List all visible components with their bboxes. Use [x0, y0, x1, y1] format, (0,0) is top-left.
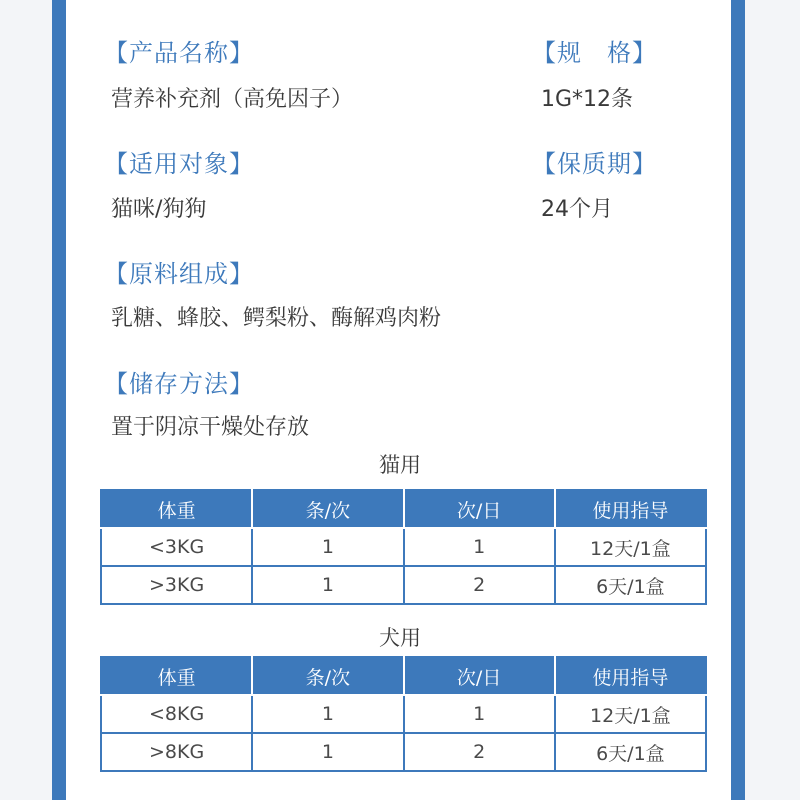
cell-times: 2 — [404, 733, 555, 771]
cell-strips: 1 — [252, 695, 403, 733]
cell-weight: <8KG — [101, 695, 252, 733]
cell-strips: 1 — [252, 566, 403, 604]
product-name-value: 营养补充剂（高免因子） — [111, 87, 354, 112]
header-times-per-day: 次/日 — [404, 657, 555, 695]
ingredients-value: 乳糖、蜂胶、鳄梨粉、酶解鸡肉粉 — [111, 306, 442, 331]
spec-value: 1G*12条 — [541, 87, 634, 112]
dog-table-title: 犬用 — [379, 626, 421, 650]
header-weight: 体重 — [101, 490, 252, 528]
header-usage-guide: 使用指导 — [555, 490, 706, 528]
product-name-label: 【产品名称】 — [104, 39, 254, 67]
target-label: 【适用对象】 — [104, 150, 254, 178]
dog-dosage-table — [100, 656, 707, 772]
cell-guide: 6天/1盒 — [555, 733, 706, 771]
cell-times: 1 — [404, 695, 555, 733]
cell-strips: 1 — [252, 733, 403, 771]
storage-label: 【储存方法】 — [104, 370, 254, 398]
cell-strips: 1 — [252, 528, 403, 566]
ingredients-label: 【原料组成】 — [104, 260, 254, 288]
table-row — [101, 733, 706, 771]
cell-guide: 12天/1盒 — [555, 528, 706, 566]
header-times-per-day: 次/日 — [404, 490, 555, 528]
table-row — [101, 566, 706, 604]
shelf-life-label: 【保质期】 — [532, 150, 657, 178]
cell-times: 1 — [404, 528, 555, 566]
left-frame-border — [52, 0, 66, 800]
cell-weight: >3KG — [101, 566, 252, 604]
right-frame-border — [731, 0, 745, 800]
cell-weight: >8KG — [101, 733, 252, 771]
table-header-row — [101, 657, 706, 695]
header-usage-guide: 使用指导 — [555, 657, 706, 695]
table-header-row — [101, 490, 706, 528]
header-strips-per-dose: 条/次 — [252, 490, 403, 528]
shelf-life-value: 24个月 — [541, 197, 613, 222]
header-strips-per-dose: 条/次 — [252, 657, 403, 695]
cell-weight: <3KG — [101, 528, 252, 566]
cell-guide: 12天/1盒 — [555, 695, 706, 733]
table-row — [101, 528, 706, 566]
header-weight: 体重 — [101, 657, 252, 695]
target-value: 猫咪/狗狗 — [111, 197, 207, 222]
cat-table-title: 猫用 — [379, 453, 421, 477]
spec-label: 【规 格】 — [532, 39, 657, 67]
table-row — [101, 695, 706, 733]
storage-value: 置于阴凉干燥处存放 — [111, 415, 310, 440]
cell-guide: 6天/1盒 — [555, 566, 706, 604]
cat-dosage-table — [100, 489, 707, 605]
cell-times: 2 — [404, 566, 555, 604]
